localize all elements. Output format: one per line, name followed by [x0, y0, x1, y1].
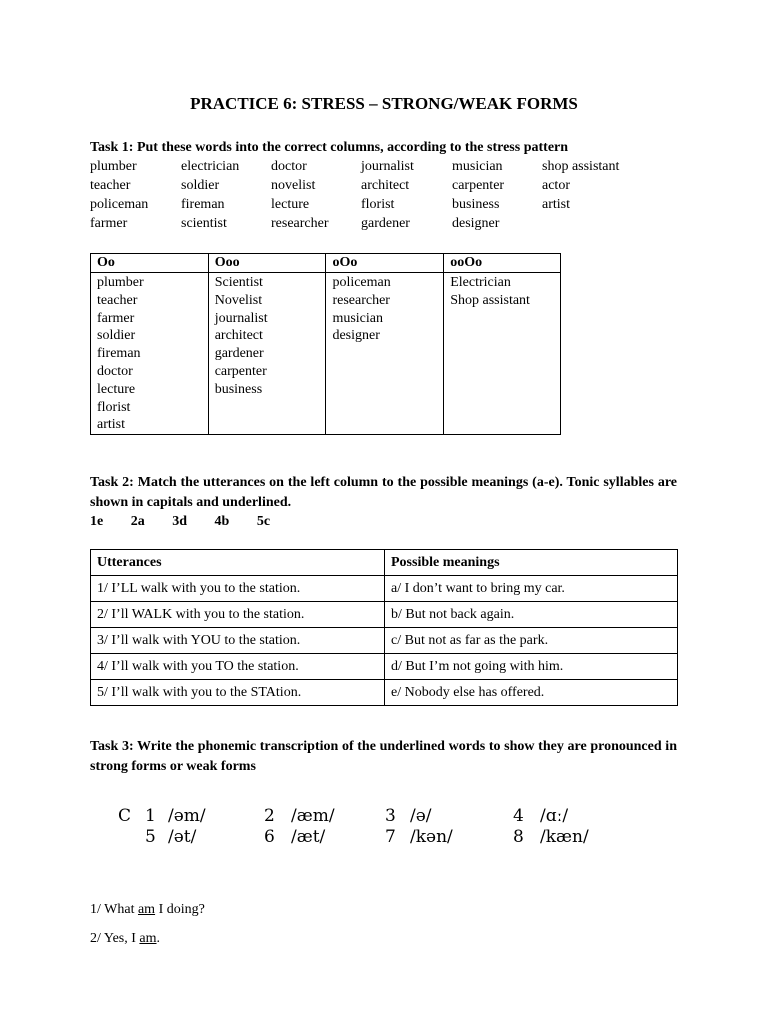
option-number: 2	[264, 806, 275, 826]
answer: 1e	[90, 514, 104, 529]
word: architect	[361, 178, 410, 193]
table-word: plumber	[97, 275, 144, 290]
option-number: 8	[513, 827, 524, 847]
meaning-cell: e/ Nobody else has offered.	[385, 680, 678, 706]
question-line	[90, 901, 205, 918]
word: fireman	[181, 197, 225, 212]
word: farmer	[90, 216, 128, 231]
word: carpenter	[452, 178, 505, 193]
table-word: Shop assistant	[450, 292, 530, 308]
answer: 2a	[130, 514, 145, 529]
option-ipa: /ət/	[168, 827, 197, 847]
option-number: 3	[385, 806, 396, 826]
option-number: 7	[385, 827, 396, 847]
table-word: architect	[214, 328, 263, 344]
table-word: Electrician	[450, 275, 511, 290]
table-word: business	[214, 381, 263, 397]
utterance-cell: 4/ I’ll walk with you TO the station.	[91, 654, 385, 680]
column-header: Utterances	[91, 550, 385, 576]
task3-heading: Task 3: Write the phonemic transcription of the underlined words to show they are pronounced in strong forms or weak forms	[90, 739, 677, 774]
word: gardener	[361, 216, 410, 231]
answer: 3d	[172, 514, 188, 529]
table-word: researcher	[332, 292, 390, 308]
option-ipa: /æm/	[291, 806, 335, 826]
column-header: Possible meanings	[385, 550, 678, 576]
table-word: doctor	[97, 363, 133, 379]
word: doctor	[271, 159, 307, 174]
table-word: artist	[97, 417, 125, 433]
word: business	[452, 197, 500, 212]
table-word: journalist	[214, 310, 268, 326]
option-label: C	[118, 806, 132, 826]
word: policeman	[90, 197, 149, 212]
table-word: designer	[332, 328, 380, 344]
column-cell-oooo	[444, 273, 561, 435]
word: artist	[542, 197, 570, 212]
table-word: policeman	[332, 275, 391, 290]
word: musician	[452, 159, 503, 174]
option-number: 1	[145, 806, 156, 826]
option-number: 4	[513, 806, 524, 826]
word: designer	[452, 216, 500, 231]
utterance-cell: 2/ I’ll WALK with you to the station.	[91, 602, 385, 628]
table-word: carpenter	[214, 363, 267, 379]
option-ipa: /ɑː/	[540, 806, 569, 826]
word: florist	[361, 197, 395, 212]
table-word: teacher	[97, 292, 138, 308]
table-word: lecture	[97, 381, 136, 397]
table-word: gardener	[214, 346, 264, 362]
word: scientist	[181, 216, 227, 231]
word: electrician	[181, 159, 240, 174]
question-text: I doing?	[155, 902, 205, 917]
option-ipa: /əm/	[168, 806, 206, 826]
column-cell-ooo-middle	[326, 273, 444, 435]
table-header-row	[91, 254, 561, 273]
question-line	[90, 930, 160, 947]
column-cell-oo	[91, 273, 209, 435]
meaning-cell: b/ But not back again.	[385, 602, 678, 628]
table-row	[91, 680, 678, 706]
table-word: Novelist	[214, 292, 263, 308]
utterance-cell: 1/ I’LL walk with you to the station.	[91, 576, 385, 602]
word: soldier	[181, 178, 220, 193]
underlined-word: am	[137, 902, 156, 917]
page-title: PRACTICE 6: STRESS – STRONG/WEAK FORMS	[190, 94, 578, 113]
table-word: soldier	[97, 328, 136, 344]
option-ipa: /kæn/	[540, 827, 589, 847]
table-word: Scientist	[214, 275, 263, 290]
meaning-cell: a/ I don’t want to bring my car.	[385, 576, 678, 602]
option-number: 5	[145, 827, 156, 847]
word: plumber	[90, 159, 137, 174]
word: researcher	[271, 216, 329, 231]
word: shop assistant	[542, 159, 620, 174]
question-text: 2/ Yes, I	[90, 931, 140, 946]
word: actor	[542, 178, 570, 193]
option-ipa: /kən/	[410, 827, 453, 847]
table-word: musician	[332, 310, 383, 326]
option-ipa: /ə/	[410, 806, 432, 826]
column-header: Oo	[91, 254, 209, 273]
column-cell-ooo	[208, 273, 326, 435]
table-row	[91, 628, 678, 654]
table-header-row	[91, 550, 678, 576]
word: journalist	[361, 159, 414, 174]
table-row	[91, 273, 561, 435]
word: teacher	[90, 178, 131, 193]
question-text: .	[156, 931, 161, 946]
answer: 4b	[214, 514, 230, 529]
task2-heading: Task 2: Match the utterances on the left column to the possible meanings (a-e). Tonic syllables are shown in capitals and underlined.	[90, 475, 677, 510]
meaning-cell: d/ But I’m not going with him.	[385, 654, 678, 680]
table-word: farmer	[97, 310, 135, 326]
stress-pattern-table	[90, 253, 561, 435]
question-text: 1/ What	[90, 902, 138, 917]
table-row	[91, 654, 678, 680]
utterance-cell: 3/ I’ll walk with YOU to the station.	[91, 628, 385, 654]
task2-answers	[90, 513, 294, 530]
word: novelist	[271, 178, 316, 193]
meaning-cell: c/ But not as far as the park.	[385, 628, 678, 654]
column-header: oOo	[326, 254, 444, 273]
table-row	[91, 602, 678, 628]
column-header: Ooo	[208, 254, 326, 273]
column-header: ooOo	[444, 254, 561, 273]
table-row	[91, 576, 678, 602]
table-word: fireman	[97, 346, 141, 362]
task1-heading: Task 1: Put these words into the correct columns, according to the stress pattern	[90, 140, 569, 155]
option-ipa: /æt/	[291, 827, 326, 847]
utterance-cell: 5/ I’ll walk with you to the STAtion.	[91, 680, 385, 706]
option-number: 6	[264, 827, 275, 847]
answer: 5c	[256, 514, 271, 529]
table-word: florist	[97, 399, 131, 415]
underlined-word: am	[139, 931, 157, 946]
word: lecture	[271, 197, 310, 212]
utterances-table	[90, 549, 678, 706]
